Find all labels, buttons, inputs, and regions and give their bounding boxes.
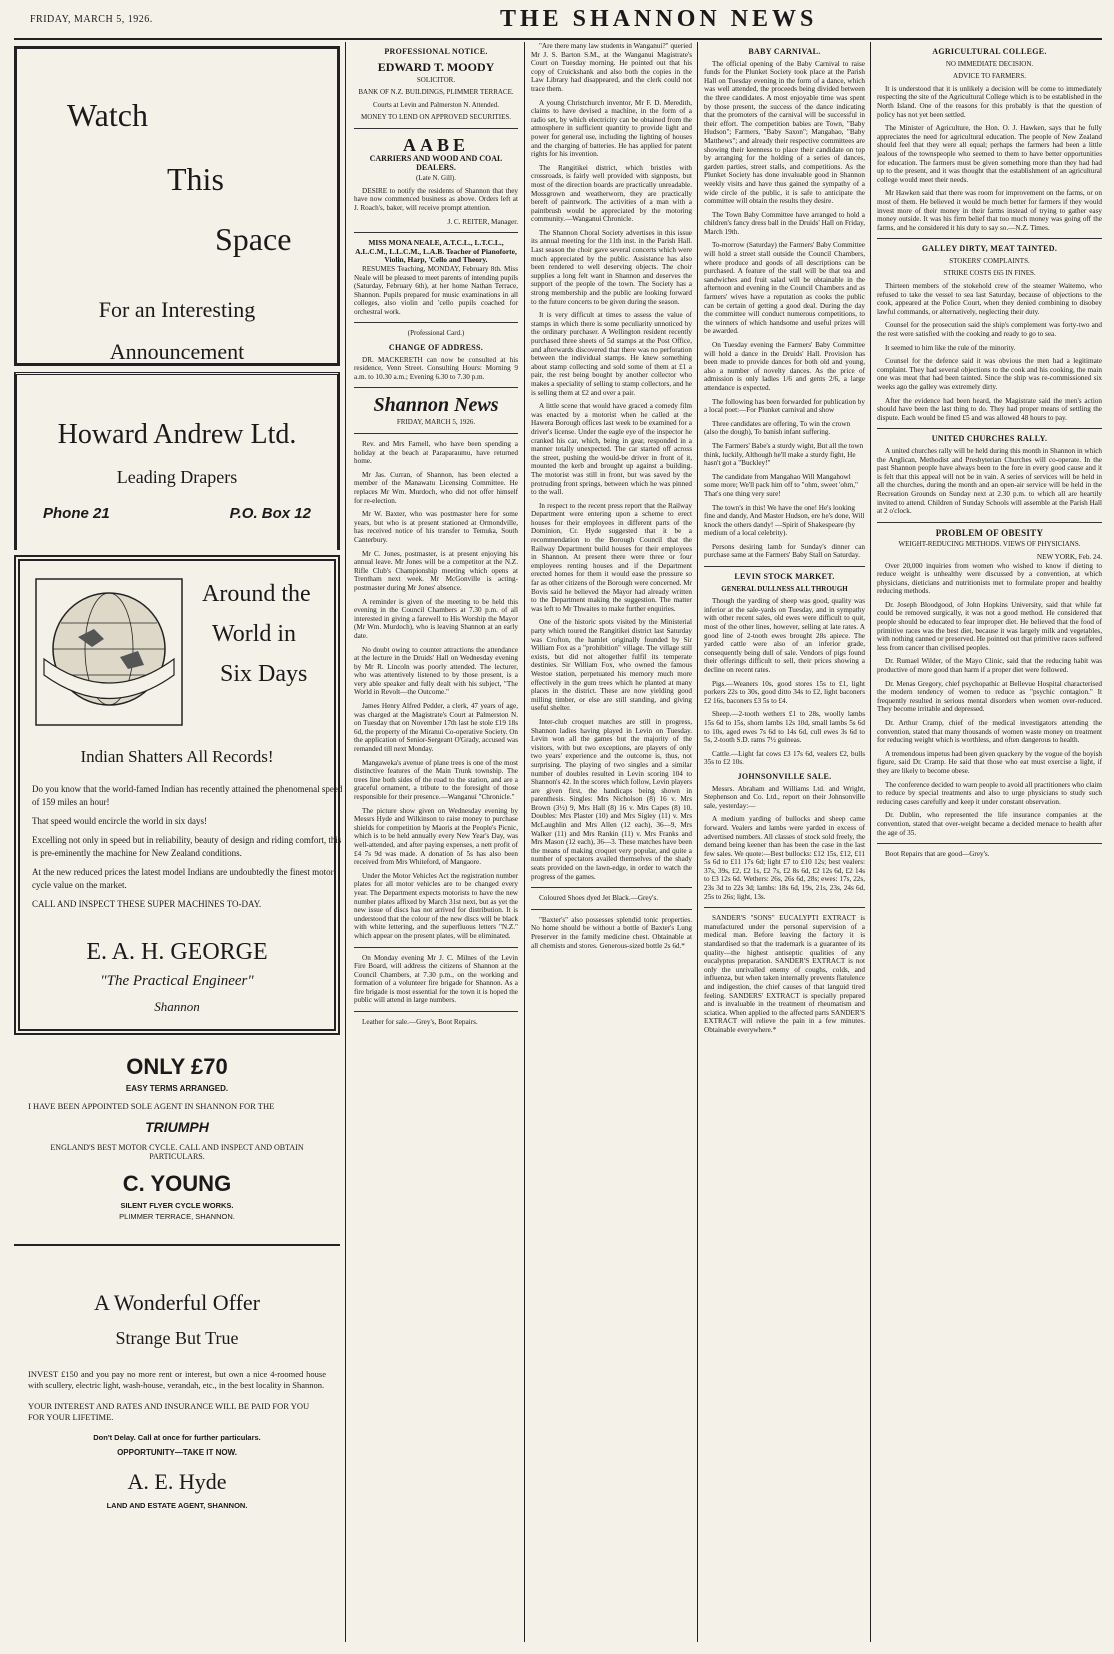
indian-para-4: At the new reduced prices the latest model Indians are undoubtedly the finest motor cycle value on the market. xyxy=(32,867,334,890)
moody-solicitor: SOLICITOR. xyxy=(416,75,456,84)
neale-body: RESUMES Teaching, MONDAY, February 8th. Miss Neale will be pleased to meet parents of intending pupils (Saturday, February 6th), at her home Nathan Terrace, Shannon. Pupils prepared for music examinations in all colleges, also violin and 'cello pupils coached for orchestral work. xyxy=(354,264,518,316)
news-item: A medium yarding of bullocks and sheep came forward. Vealers and lambs were yarded in excess of advertised numbers. All classes of stock sold freely, the demand being keener than has been the case in the last few sales. We quote:—Best bullocks: £12 15s, £12, £11 5s 6d to £11 17s 6d; light £7 to £10 12s; best vealers: 37s, 39s, £2, £2 1s, £2 7s, £2 8s 6d, £2 12s 6d, £2 14s to £3 12s 6d. Wethers: 26s, 26s 6d, 28s; ewes: 17s, 22s, 23s 3d to 22s 3d; lambs: 18s 6d, 19s, 21s, 23s, 24s 6d, 25s to 26s; light, 13s. xyxy=(704,815,865,901)
moody-name: EDWARD T. MOODY xyxy=(377,59,495,74)
grey-advert: Leather for sale.—Grey's, Boot Repairs. xyxy=(362,1018,478,1027)
news-item: Under the Motor Vehicles Act the registration number plates for all motor vehicles are to be changed every year. The Department expects motorists to have the new number plates affixed by March 31st next, but as yet the new issue of discs has not arrived for distribution. It is understood that the colour of the new discs will be black with white lettering, and the superfluous letters "N.Z." which appear on the present plates, will be eliminated. xyxy=(354,871,518,940)
news-item: Dr. Menas Gregory, chief psychopathic at Bellevue Hospital characterised the modern tendency of women to reduce as "psychic contagion." It frequently resulted in serious mental disorders when women over-reduced. They become irritable and depressed. xyxy=(877,679,1102,714)
news-item: A little scene that would have graced a comedy film was enacted by a motorist when he called at the Hawera Borough offices last week to be examined for a driver's license. Under the eagle eye of the inspector he cranked his car, which, being in gear, responded in a manner totally unexpected. The car started off across the street, pushing the would-be driver in front of it, mounted the kerb and brought up against a building. The motorist was still in front, but was saved by the protruding front springs, between which he was pinned to the wall. xyxy=(531,402,692,497)
news-item: Over 20,000 inquiries from women who wished to know if dieting to reduce weight is unhealthy were discussed by a convention, at which physicians, dieticians and nutritionists met to formulate proper and healthy reducing methods. xyxy=(877,561,1102,596)
news-item: Mr W. Baxter, who was postmaster here for some years, but who is at present stationed at Ormondville, has received notice of his transfer to Temuka, South Canterbury. xyxy=(354,510,518,544)
column-5 xyxy=(877,42,1102,1642)
news-item: The Town Baby Committee have arranged to hold a children's fancy dress ball in the Druids' Hall on Friday, March 19th. xyxy=(704,210,865,236)
news-item: The following has been forwarded for publication by a local poet:—For Plunket carnival and show xyxy=(704,397,865,415)
young-name: C. YOUNG xyxy=(122,1171,232,1196)
grey-advert: Coloured Shoes dyed Jet Black.—Grey's. xyxy=(539,894,659,903)
news-item: Mr Hawken said that there was room for improvement on the farms, or on most of them. He believed it would be much better for farmers if they would invest more of their money in their farms instead of trying to gather easy money outside. It was his firm belief that too much money was going off the farms, and he considered it his duty to say so.—N.Z. Times. xyxy=(877,189,1102,232)
news-item: It is understood that it is unlikely a decision will be come to immediately respecting the site of the Agricultural College which is to be established in the North Island. One of the reasons for this probably is that the question of policy has not yet been settled. xyxy=(877,84,1102,119)
subheading: WEIGHT-REDUCING METHODS. VIEWS OF PHYSICIANS. xyxy=(898,540,1081,549)
page-header xyxy=(0,0,1114,40)
poem-verse: The town's in this! We have the one! He's looking fine and dandy, And Master Hudson, ere he's done, Will knock the others dandy! —Spirit of Shakespeare (by medium of a local celebrity). xyxy=(704,503,865,538)
moody-courts: Courts at Levin and Palmerston N. Attended. xyxy=(373,100,499,109)
news-item: Dr. Rumael Wilder, of the Mayo Clinic, said that the reducing habit was productive of more good than harm if a proper diet were followed. xyxy=(877,657,1102,675)
news-item: The Rangitikei district, which bristles with crossroads, is fairly well provided with signposts, but most of the direction boards are practically unreadable. Mossgrown and weatherworn, they are practically bereft of paintwork. The activities of a man with a paintbrush would be appreciated by the motoring community.—Wanganui Chronicle. xyxy=(531,163,692,224)
ad-watch-this-space xyxy=(14,46,340,366)
divider xyxy=(531,909,692,910)
triumph-body: I HAVE BEEN APPOINTED SOLE AGENT IN SHANNON FOR THE xyxy=(28,1101,275,1111)
divider xyxy=(877,428,1102,429)
six-days-text: Six Days xyxy=(220,661,308,687)
hyde-para-2: YOUR INTEREST AND RATES AND INSURANCE WILL BE PAID FOR YOU FOR YOUR LIFETIME. xyxy=(28,1401,310,1422)
column-rule xyxy=(524,42,525,1642)
news-item: Persons desiring lamb for Sunday's dinner can purchase same at the Farmers' Baby Stall on Saturday. xyxy=(704,542,865,560)
news-item: In respect to the recent press report that the Railway Department were entering upon a scheme to erect houses for their employees in different parts of the Dominion, Cr. Hyde suggested that it be a recommendation to the Borough Council that the Railway Department build houses for their employees in Shannon. At present there were three or four employees renting houses and if the Department erected homes for them it would ease the pressure so far as other citizens of the Borough were concerned. Mr Bovis said he believed the Mayor had already written to the Department making the suggestion. The matter was left to Mr Thwaites to make further enquiries. xyxy=(531,501,692,613)
news-item: The Minister of Agriculture, the Hon. O. J. Hawken, says that he fully appreciates the need for agricultural education. The people of New Zealand should feel that they were all equal; perhaps the farmers had been a little jealous of the townspeople who seemed to them to have better opportunities for education. The farmers must be given something more than they had had up to the present, and it was thought that the establishment of an agricultural college would meet their needs. xyxy=(877,124,1102,184)
news-item: A united churches rally will be held during this month in Shannon in which the Anglican, Methodist and Presbyterian Churches will co-operate. In the past Shannon people have always been to the fore in every good cause and it is felt that this appeal will not be in vain. A series of services will be held in all the churches, during the month and an open-air service will be held in the Recreation Grounds on Sunday next at 2.30 p.m. to which all are heartily invited to attend. Children of Sunday Schools will assemble at the Parish Hall at 2 o'clock. xyxy=(877,446,1102,516)
news-item: A tremendous impetus had been given quackery by the vogue of the boyish figure, said Dr. Cramp. He said that those who eat must exercise a light, if they are likely to become obese. xyxy=(877,749,1102,775)
news-item: Mr C. Jones, postmaster, is at present enjoying his annual leave. Mr Jones will be a competitor at the N.Z. Rifle Club's Championship meeting which opens at Trentham next week. Mr McGonville is acting-postmaster during Mr Jones' absence. xyxy=(354,549,518,592)
agricultural-college-heading: AGRICULTURAL COLLEGE. xyxy=(932,47,1047,56)
united-churches-heading: UNITED CHURCHES RALLY. xyxy=(931,434,1048,444)
change-of-address: CHANGE OF ADDRESS. xyxy=(388,343,484,353)
news-item: Cattle.—Light fat cows £3 17s 6d, vealers £2, bulls 35s to £2 10s. xyxy=(704,749,865,767)
moody-bank: BANK OF N.Z. BUILDINGS, PLIMMER TERRACE. xyxy=(358,88,514,97)
column-rule xyxy=(870,42,871,1642)
subheading: STRIKE COSTS £65 IN FINES. xyxy=(943,269,1036,278)
news-item: No doubt owing to counter attractions the attendance at the lecture in the Druids' Hall on Wednesday evening by Mr R. Lincoln was poorly attended. The lecturer, who was attentively listened to by those present, is a very able speaker and fully dealt with his subject, "The World in Revolt—the Outcome." xyxy=(354,645,518,697)
young-address: PLIMMER TERRACE, SHANNON. xyxy=(119,1212,235,1221)
subheading: NO IMMEDIATE DECISION. xyxy=(945,59,1034,68)
neale-heading: MISS MONA NEALE, A.T.C.L., L.T.C.L., A.L.C.M., L.L.C.M., L.A.B. Teacher of Pianoforte, Violin, Harp, 'Cello and Theory. xyxy=(355,238,517,265)
levin-stock-heading: LEVIN STOCK MARKET. xyxy=(734,572,835,582)
world-in-text: World in xyxy=(212,621,297,647)
divider xyxy=(704,907,865,908)
divider xyxy=(354,947,518,948)
george-name: E. A. H. GEORGE xyxy=(86,939,268,965)
george-tagline: "The Practical Engineer" xyxy=(100,973,254,989)
professional-notice-heading: PROFESSIONAL NOTICE. xyxy=(384,47,488,56)
phone-number: Phone 21 xyxy=(43,505,110,522)
po-box: P.O. Box 12 xyxy=(229,505,311,522)
triumph-terms: EASY TERMS ARRANGED. xyxy=(125,1084,229,1093)
space-text: Space xyxy=(215,221,292,257)
paper-nameplate: Shannon News xyxy=(373,394,499,417)
indian-para-3: Excelling not only in speed but in reliability, beauty of design and riding comfort, this is pre-eminently the machine for New Zealand conditions. xyxy=(32,835,342,858)
divider xyxy=(877,522,1102,523)
indian-para-1: Do you know that the world-famed Indian has recently attained the phenomenal speed of 159 miles an hour! xyxy=(32,784,343,807)
column-rule xyxy=(697,42,698,1642)
triumph-tag: ENGLAND'S BEST MOTOR CYCLE. CALL AND INSPECT AND OBTAIN PARTICULARS. xyxy=(50,1143,304,1161)
news-item: The official opening of the Baby Carnival to raise funds for the Plunket Society took place at the Parish Hall on Tuesday evening in the form of a dance, which was well attended, the proceeds being divided between the three candidates. A most enjoyable time was spent by those present, the success of the dance indicating that the promoters of the carnival will be successful in their effort. The competition babies are Town, "Baby Hudson"; Farmers, "Baby Saxon"; Mangahao, "Baby Matthews"; and already their respective committees are showing their keenness to place their candidate on top by arranging for the holding of a series of dances, garden parties, street stalls, and competitions. As the Plunket Society has done invaluable good in Shannon weekly visits and have thus gained the sympathy of a wide circle of the public, it is safe to anticipate the committee will obtain the results they desire. xyxy=(704,59,865,206)
baxter-advert: "Baxter's" also possesses splendid tonic properties. No home should be without a bottle of Baxter's Lung Preserver in the family medicine chest. Obtainable at all chemists and stores. Generous-sized bottle 2s 6d.* xyxy=(531,915,692,950)
subheading: STOKERS' COMPLAINTS. xyxy=(949,256,1030,265)
news-item: Counsel for the defence said it was obvious the men had a legitimate complaint. They had several objections to the cook and his cooking, the main one was meat that had been tainted. Since the ship was re-commissioned six weeks ago the galley was extremely dirty. xyxy=(877,357,1102,391)
hyde-name: A. E. Hyde xyxy=(127,1469,227,1494)
aabe-carriers: CARRIERS AND WOOD AND COAL DEALERS. xyxy=(369,153,503,172)
ad-howard-andrew xyxy=(14,372,340,550)
ad-indian-motorcycle xyxy=(14,555,343,1035)
news-item: A young Christchurch inventor, Mr F. D. Meredith, claims to have devised a machine, in the form of a radio set, by which electricity can be obtained from the atmosphere in sufficient quantity to provide light and power for general use, including the lighting of houses and the charging of batteries. He has applied for patent rights for his invention. xyxy=(531,98,692,159)
issue-date: FRIDAY, MARCH 5, 1926. xyxy=(30,14,153,25)
triumph-price: ONLY £70 xyxy=(126,1054,228,1079)
howard-andrew-name: Howard Andrew Ltd. xyxy=(57,419,297,450)
news-item: The Shannon Choral Society advertises in this issue its annual meeting for the 11th inst. in the Parish Hall. Last season the choir gave several concerts which were much appreciated by the public. Assistance has also been rendered to well deserving objects. The choir supplies a long felt want in Shannon and deserves the support of the people of the town. The Society has a strong membership and the public are looking forward to the future concerts to be given during the season. xyxy=(531,228,692,306)
news-item: Inter-club croquet matches are still in progress, Shannon ladies having played in Levin on Tuesday. Levin won all the games but the majority of the visitors, with but two exceptions, are players of only two years' experience and the outcome is, thus, not surprising. The playing of two singles and a similar number of doubles resulted in Levin scoring 104 to Shannon's 42. In the scores which follow, Levin players are given first, the handicaps being shown in parenthesis. Singles: Mrs Nicholson (8) 16 v. Mrs Brown (3½) 9, Mrs Hall (8) 16 v. Mrs Capes (8) 10. Doubles: Mrs Plaster (10) and Mrs Sigley (11) v. Mrs McLaughlin and Mrs Allen (12 each), 36—9, Mrs Walker (11) and Mrs Rankin (11) v. Mrs Franks and Mrs Mason (12 each), 36—3. These matches have been the means of making croquet very popular, and quite a number of spectators availed themselves of the shady seats provided on the lawn-edge, in order to watch the progress of the games. xyxy=(531,717,692,881)
divider xyxy=(354,433,518,434)
baby-carnival-heading: BABY CARNIVAL. xyxy=(748,47,821,56)
wonderful-offer: A Wonderful Offer xyxy=(93,1290,261,1315)
news-item: After the evidence had been heard, the Magistrate said the men's action should have been the last thing to do. They had proper means of settling the dispute. Each would be fined £5 and was allowed 48 hours to pay. xyxy=(877,396,1102,422)
column-2 xyxy=(354,42,518,1642)
sanders-advert: SANDER'S "SONS" EUCALYPTI EXTRACT is manufactured under the personal supervision of a medical man. Before leaving the factory it is standardised so that the trademark is a guarantee of its quality—the highest antiseptic qualities of any eucalyptus preparation. SANDER'S EXTRACT is not only the unrivalled enemy of coughs, colds, and influenza, but when taken internally prevents flatulence and indigestion, the chief causes of that languid tired feeling. SANDERS' EXTRACT is specially prepared and is invaluable in the treatment of rheumatism and sciatica. When applied to the affected parts SANDER'S EXTRACT will relieve the pain in a few minutes. Obtainable everywhere.* xyxy=(704,914,865,1034)
news-item: Mangaweka's avenue of plane trees is one of the most distinctive features of the Main Trunk township. The trees line both sides of the road to the station, and are a graceful ornament, a tribute to the foresight of those responsible for their presence.—Wanganui "Chronicle." xyxy=(354,758,518,801)
indian-para-2: That speed would encircle the world in six days! xyxy=(32,816,207,826)
news-item: On Tuesday evening the Farmers' Baby Committee will hold a dance in the Druids' Hall. Provision has been made to provide dances for both old and young, also a number of novelty dances. As the price of admission is only ladies 1/6 and gents 2/6, a large attendance is expected. xyxy=(704,341,865,392)
aabe-signature: J. C. REITER, Manager. xyxy=(447,217,518,226)
interesting-text: For an Interesting xyxy=(98,297,256,322)
news-item: One of the historic spots visited by the Ministerial party which toured the Rangitikei district last Saturday was Crofton, the hamlet originally founded by Sir William Fox as a "prohibition" village. The village still exists, but did not altogether fulfil its temperate destinies. Sir William Fox, who owned the famous Westoe station, perpetuated his memory much more effectively in the gum trees which he planted at many places in the district. These are now yielding good milling timber, or else are still standing, and giving useful shelter. xyxy=(531,618,692,713)
divider xyxy=(531,887,692,888)
dateline: NEW YORK, Feb. 24. xyxy=(1036,552,1102,561)
news-item: To-morrow (Saturday) the Farmers' Baby Committee will hold a street stall outside the Council Chambers, where produce and goods of all descriptions can be purchased. A feature of the stall will be that tea and sandwiches and fruit salad will be obtainable in the afternoon and evening in the Council Chambers and as farmers' wives have a reputation as cooks the public can be certain of getting a good deal. During the day the committee will conduct numerous competitions, to the winners of which handsome and useful prizes will be awarded. xyxy=(704,241,865,336)
around-the-text: Around the xyxy=(202,581,311,607)
globe-illustration xyxy=(34,577,184,727)
divider xyxy=(354,322,518,323)
news-item: Dr. Arthur Cramp, chief of the medical investigators attending the convention, stated that many thousands of women waste money on treatment for reducing weight which is worthless, and often dangerous to health. xyxy=(877,719,1102,745)
divider xyxy=(877,843,1102,844)
aabe-late: (Late N. Gill). xyxy=(415,174,457,183)
johnsonville-heading: JOHNSONVILLE SALE. xyxy=(737,771,832,781)
obesity-heading: PROBLEM OF OBESITY xyxy=(935,527,1044,538)
news-item: On Monday evening Mr J. C. Milnes of the Levin Fire Board, will address the citizens of Shannon at the Council Chambers, at 7.30 p.m., on the working and formation of a volunteer fire brigade for Shannon. As a fire brigade is most essential for the town it is hoped the public will attend in large numbers. xyxy=(354,953,518,1005)
aabe-name: AABE xyxy=(402,134,469,155)
news-item: Pigs.—Weaners 10s, good stores 15s to £1, light porkers 22s to 30s, good ditto 34s to £2, light baconers £2 16s, baconers £3 5s to £4. xyxy=(704,679,865,705)
news-item: James Henry Alfred Pedder, a clerk, 47 years of age, was charged at the Magistrate's Court at Palmerston N. on Tuesday that on November 17th last he stole £19 18s 6d, the property of the Miranui Co-operative Society. On the application of Senior-Sergeant O'Grady, accused was remanded till next Monday. xyxy=(354,702,518,754)
poem-verse: The Farmers' Babe's a sturdy wight, But all the town think, luckily, Although he'll make a sturdy fight, He hasn't got a "Buckley!" xyxy=(704,441,864,468)
young-works: SILENT FLYER CYCLE WORKS. xyxy=(120,1201,234,1210)
news-item: A reminder is given of the meeting to be held this evening in the Council Chambers at 7.30 p.m. of all interested in giving a farewell to His Worship the Mayor (Mr Wm. Murdoch), who is leaving Shannon at an early date. xyxy=(354,597,518,640)
news-item: Dr. Dublin, who represented the life insurance companies at the convention, stated that over-weight became a decided menace to health after the age of 35. xyxy=(877,811,1102,837)
news-item: Messrs. Abraham and Williams Ltd. and Wright, Stephenson and Co. Ltd., report on their Johnsonville sale, yesterday:— xyxy=(704,784,865,810)
triumph-brand: TRIUMPH xyxy=(145,1119,209,1135)
news-item: Though the yarding of sheep was good, quality was inferior at the sale-yards on Tuesday, and in sympathy with other recent sales, old ewes were difficult to quit, most of the other lines, however, selling at late rates. A good line of 2-tooth ewes brought 28s apiece. The yarded cattle were also of an inferior grade, consequently being dull of sale. Vendors of pigs found their offerings difficult to sell, their prices showing a decline on recent rates. xyxy=(704,597,865,674)
announcement-text: Announcement xyxy=(109,339,245,364)
this-text: This xyxy=(167,161,224,197)
news-item: Thirteen members of the stokehold crew of the steamer Waitemo, who refused to take the vessel to sea last Saturday, because of objections to the cook, appeared at the Police Court, when they denied combining to disobey lawful commands, or alternatively, neglecting their duty. xyxy=(877,282,1102,316)
hyde-para-3: Don't Delay. Call at once for further particulars. xyxy=(93,1433,261,1442)
divider xyxy=(704,566,865,567)
news-item: Mr Jas. Curran, of Shannon, has been elected a member of the Manawatu Licensing Committee. He replaces Mr Wm. Murdoch, who did not offer himself for re-election. xyxy=(354,470,518,505)
divider xyxy=(354,128,518,129)
strange-but-true: Strange But True xyxy=(115,1328,239,1348)
indian-para-5: CALL AND INSPECT THESE SUPER MACHINES TO-DAY. xyxy=(32,899,262,909)
ad-divider xyxy=(14,1244,340,1246)
column-3 xyxy=(531,42,692,1642)
hyde-para-1: INVEST £150 and you pay no more rent or interest, but own a nice 4-roomed house with scullery, electric light, wash-house, verandah, etc., in the best locality in Shannon. xyxy=(28,1369,326,1390)
masthead: THE SHANNON NEWS xyxy=(500,6,818,32)
news-item: Dr. Joseph Bloodgood, of John Hopkins University, said that while fat could be removed surgically, it was not a good method. He considered that people should be educated to fear improper diet. He believed that the food of primitive races was the best diet, because it was largely milk and vegetables, with nothing canned or preserved. He pointed out that primitive races suffered less from cancer than civilised peoples. xyxy=(877,600,1102,652)
divider xyxy=(354,1011,518,1012)
hyde-para-4: OPPORTUNITY—TAKE IT NOW. xyxy=(117,1448,237,1457)
paper-date: FRIDAY, MARCH 5, 1926. xyxy=(396,418,476,427)
news-item: The picture show given on Wednesday evening by Messrs Hyde and Wilkinson to raise money to purchase shields for competition by Maoris at the People's Picnic, which is to be held annually every New Year's Day, was well-attended, and after paying expenses, a nett profit of £4 7s 9d was made. A donation of 5s has also been received from Mrs Whiteford, of Mangaore. xyxy=(354,806,518,867)
levin-stock-subheading: GENERAL DULLNESS ALL THROUGH xyxy=(721,584,848,593)
indian-headline: Indian Shatters All Records! xyxy=(80,747,274,766)
ad-triumph xyxy=(14,1040,340,1240)
divider xyxy=(354,387,518,388)
divider xyxy=(877,238,1102,239)
george-town: Shannon xyxy=(154,999,200,1014)
aabe-body: DESIRE to notify the residents of Shannon that they have now commenced business as above. Orders left at J. Roach's, baker, will receive prompt attention. xyxy=(354,186,518,212)
galley-dirty-heading: GALLEY DIRTY, MEAT TAINTED. xyxy=(921,244,1058,254)
news-item: Sheep.—2-tooth wethers £1 to 28s, woolly lambs 15s 6d to 15s, shorn lambs 12s 10d, small lambs 5s 6d to 10s, aged ewes 7s 6d to 14s 6d, cull ewes 3s 6d to 5s, 2-tooth S.D. rams 7½ guineas. xyxy=(704,710,865,745)
news-item: Counsel for the prosecution said the ship's complement was forty-two and the rest were satisfied with the cooking and ready to go to sea. xyxy=(877,321,1102,339)
header-rule xyxy=(14,38,1102,40)
leading-drapers: Leading Drapers xyxy=(116,467,238,487)
grey-advert: Boot Repairs that are good—Grey's. xyxy=(885,850,990,859)
news-item: It is very difficult at times to assess the value of stamps in which there is some peculiarity unnoticed by the ordinary purchaser. A Wellington resident recently purchased three sheets of 5d stamps at the Post Office, and afterwards discovered that there was no perforation between the individual stamps. He knew something about stamp collecting and sold some of them at £1 a pair, the rest being bought by another collector who makes a speciality of selling to stamp collectors, and he is selling them at £2 and over a pair. xyxy=(531,311,692,397)
poem-verse: The candidate from Mangahao Will Mangahowl some more; We'll pack him off to "ohm, sweet 'ohm," That's one thing very sure! xyxy=(704,472,858,498)
divider xyxy=(354,232,518,233)
moody-money: MONEY TO LEND ON APPROVED SECURITIES. xyxy=(361,113,511,122)
news-item: "Are there many law students in Wanganui?" queried Mr J. S. Barton S.M., at the Wanganui Magistrate's Court on Tuesday morning. He pointed out that his copy of Cruickshank and also both the copies in the Law Library had disappeared, and the clerk could not trace them. xyxy=(531,42,692,93)
news-item: The conference decided to warn people to avoid all practitioners who claim to reduce by special treatments and also to urge physicians to study such reducing cases carefully and keep it under constant observation. xyxy=(877,780,1102,806)
news-item: It seemed to him like the rule of the minority. xyxy=(885,343,1016,352)
poem-verse: Three candidates are offering, To win the crown (also the dough), To banish infant suffering. xyxy=(704,419,851,437)
watch-text: Watch xyxy=(67,97,148,133)
column-4 xyxy=(704,42,865,1642)
subheading: ADVICE TO FARMERS. xyxy=(953,72,1026,81)
news-item: Rev. and Mrs Farnell, who have been spending a holiday at the beach at Paraparaumu, have returned home. xyxy=(354,440,518,466)
hyde-tag: LAND AND ESTATE AGENT, SHANNON. xyxy=(106,1501,248,1510)
mackereth-notice: DR. MACKERETH can now be consulted at his residence, Venn Street. Consulting Hours: Morning 9 a.m. to 10.30 a.m.; Evening 6.30 to 7.30 p.m. xyxy=(354,355,518,381)
professional-card: (Professional Card.) xyxy=(407,329,465,338)
ad-hyde xyxy=(14,1250,340,1642)
